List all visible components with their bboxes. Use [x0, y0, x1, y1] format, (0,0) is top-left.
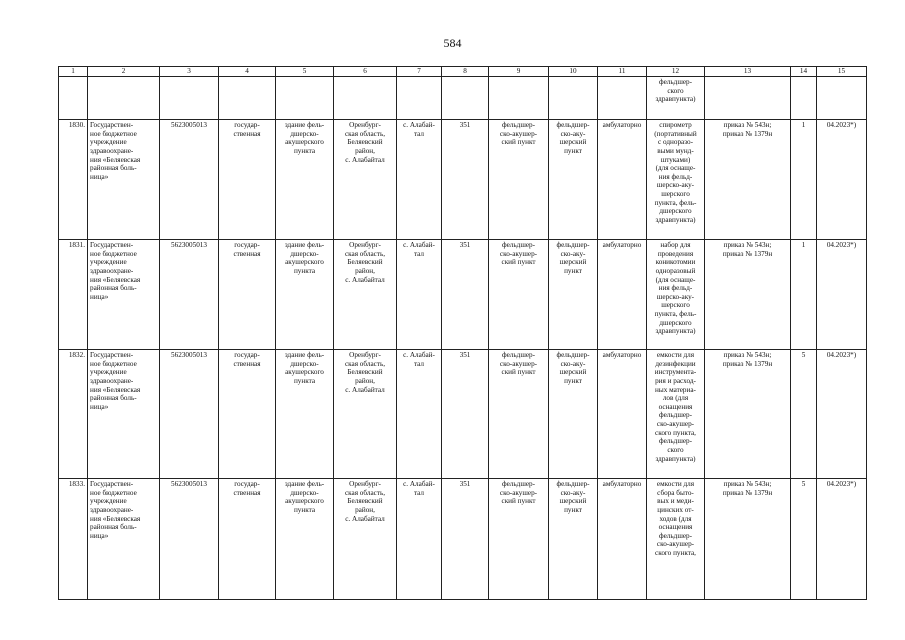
care-cell: амбулаторно	[598, 350, 647, 479]
unit-cell: фельдшер- ско-акушер- ский пункт	[489, 120, 549, 240]
registry-table	[58, 66, 867, 600]
subunit-cell: фельдшер- ско-аку- шерский пункт	[549, 479, 598, 600]
column-number: 1	[59, 67, 88, 77]
organization-cell: Государствен- ное бюджетное учреждение здравоохране- ния «Беляевская районная боль- ница»	[88, 120, 160, 240]
order-cell: приказ № 543н; приказ № 1379н	[705, 240, 791, 350]
region-cell: Оренбург- ская область, Беляевский район, с. Алабайтал	[334, 120, 397, 240]
table-row	[59, 120, 867, 240]
ownership-cell: государ- ственная	[219, 120, 276, 240]
code-cell: 351	[442, 120, 489, 240]
page-number: 584	[443, 36, 462, 50]
quantity-cell: 1	[791, 120, 817, 240]
ownership-cell: государ- ственная	[219, 350, 276, 479]
column-number: 2	[88, 67, 160, 77]
care-cell: амбулаторно	[598, 479, 647, 600]
continuation-row	[59, 77, 867, 120]
building-cell: здание фель- дшерско- акушерского пункта	[276, 350, 334, 479]
column-number: 8	[442, 67, 489, 77]
item-cell: емкости для дезинфекции инструмента- рия и расход- ных материа- лов (для оснащения фельдшер- ско-акушер- ского пункта, фельдшер- ского здравпункта)	[647, 350, 705, 479]
unit-cell: фельдшер- ско-акушер- ский пункт	[489, 240, 549, 350]
date-cell: 04.2023*)	[817, 479, 867, 600]
cell	[334, 77, 397, 120]
unit-cell: фельдшер- ско-акушер- ский пункт	[489, 479, 549, 600]
item-cell: спирометр (портативный с одноразо- выми мунд- штуками) (для оснаще- ния фельд- шерско-аку- шерского пункта, фель- дшерского здравпункта)	[647, 120, 705, 240]
column-number-row	[59, 67, 867, 77]
cell	[549, 77, 598, 120]
column-number: 15	[817, 67, 867, 77]
ownership-cell: государ- ственная	[219, 240, 276, 350]
care-cell: амбулаторно	[598, 120, 647, 240]
organization-cell: Государствен- ное бюджетное учреждение здравоохране- ния «Беляевская районная боль- ница»	[88, 350, 160, 479]
region-cell: Оренбург- ская область, Беляевский район, с. Алабайтал	[334, 479, 397, 600]
column-number: 6	[334, 67, 397, 77]
region-cell: Оренбург- ская область, Беляевский район, с. Алабайтал	[334, 350, 397, 479]
column-number: 11	[598, 67, 647, 77]
region-cell: Оренбург- ская область, Беляевский район, с. Алабайтал	[334, 240, 397, 350]
column-number: 10	[549, 67, 598, 77]
care-cell: амбулаторно	[598, 240, 647, 350]
cell	[397, 77, 442, 120]
cell	[705, 77, 791, 120]
code-cell: 351	[442, 240, 489, 350]
row-number: 1831.	[59, 240, 88, 350]
date-cell: 04.2023*)	[817, 240, 867, 350]
order-cell: приказ № 543н; приказ № 1379н	[705, 350, 791, 479]
quantity-cell: 1	[791, 240, 817, 350]
cell	[219, 77, 276, 120]
row-number: 1833.	[59, 479, 88, 600]
building-cell: здание фель- дшерско- акушерского пункта	[276, 120, 334, 240]
subunit-cell: фельдшер- ско-аку- шерский пункт	[549, 240, 598, 350]
cell	[59, 77, 88, 120]
inn-cell: 5623005013	[160, 479, 219, 600]
order-cell: приказ № 543н; приказ № 1379н	[705, 120, 791, 240]
settlement-cell: с. Алабай- тал	[397, 479, 442, 600]
inn-cell: 5623005013	[160, 120, 219, 240]
row-number: 1830.	[59, 120, 88, 240]
item-cell: набор для проведения коникотомии одноразовый (для оснаще- ния фельд- шерско-аку- шерского пункта, фель- дшерского здравпункта)	[647, 240, 705, 350]
ownership-cell: государ- ственная	[219, 479, 276, 600]
table-row	[59, 479, 867, 600]
table-row	[59, 240, 867, 350]
date-cell: 04.2023*)	[817, 120, 867, 240]
column-number: 12	[647, 67, 705, 77]
cell	[160, 77, 219, 120]
cell	[442, 77, 489, 120]
building-cell: здание фель- дшерско- акушерского пункта	[276, 240, 334, 350]
item-cell: фельдшер- ского здравпункта)	[647, 77, 705, 120]
cell	[276, 77, 334, 120]
cell	[489, 77, 549, 120]
settlement-cell: с. Алабай- тал	[397, 120, 442, 240]
column-number: 3	[160, 67, 219, 77]
item-cell: емкости для сбора быто- вых и меди- цинских от- ходов (для оснащения фельдшер- ско-акушер- ского пункта,	[647, 479, 705, 600]
subunit-cell: фельдшер- ско-аку- шерский пункт	[549, 120, 598, 240]
table-row	[59, 350, 867, 479]
column-number: 7	[397, 67, 442, 77]
settlement-cell: с. Алабай- тал	[397, 350, 442, 479]
row-number: 1832.	[59, 350, 88, 479]
date-cell: 04.2023*)	[817, 350, 867, 479]
quantity-cell: 5	[791, 350, 817, 479]
cell	[817, 77, 867, 120]
column-number: 5	[276, 67, 334, 77]
cell	[88, 77, 160, 120]
building-cell: здание фель- дшерско- акушерского пункта	[276, 479, 334, 600]
cell	[791, 77, 817, 120]
inn-cell: 5623005013	[160, 240, 219, 350]
order-cell: приказ № 543н; приказ № 1379н	[705, 479, 791, 600]
column-number: 4	[219, 67, 276, 77]
quantity-cell: 5	[791, 479, 817, 600]
cell	[598, 77, 647, 120]
subunit-cell: фельдшер- ско-аку- шерский пункт	[549, 350, 598, 479]
column-number: 14	[791, 67, 817, 77]
column-number: 9	[489, 67, 549, 77]
organization-cell: Государствен- ное бюджетное учреждение здравоохране- ния «Беляевская районная боль- ница»	[88, 479, 160, 600]
code-cell: 351	[442, 479, 489, 600]
code-cell: 351	[442, 350, 489, 479]
inn-cell: 5623005013	[160, 350, 219, 479]
settlement-cell: с. Алабай- тал	[397, 240, 442, 350]
column-number: 13	[705, 67, 791, 77]
unit-cell: фельдшер- ско-акушер- ский пункт	[489, 350, 549, 479]
organization-cell: Государствен- ное бюджетное учреждение здравоохране- ния «Беляевская районная боль- ница»	[88, 240, 160, 350]
